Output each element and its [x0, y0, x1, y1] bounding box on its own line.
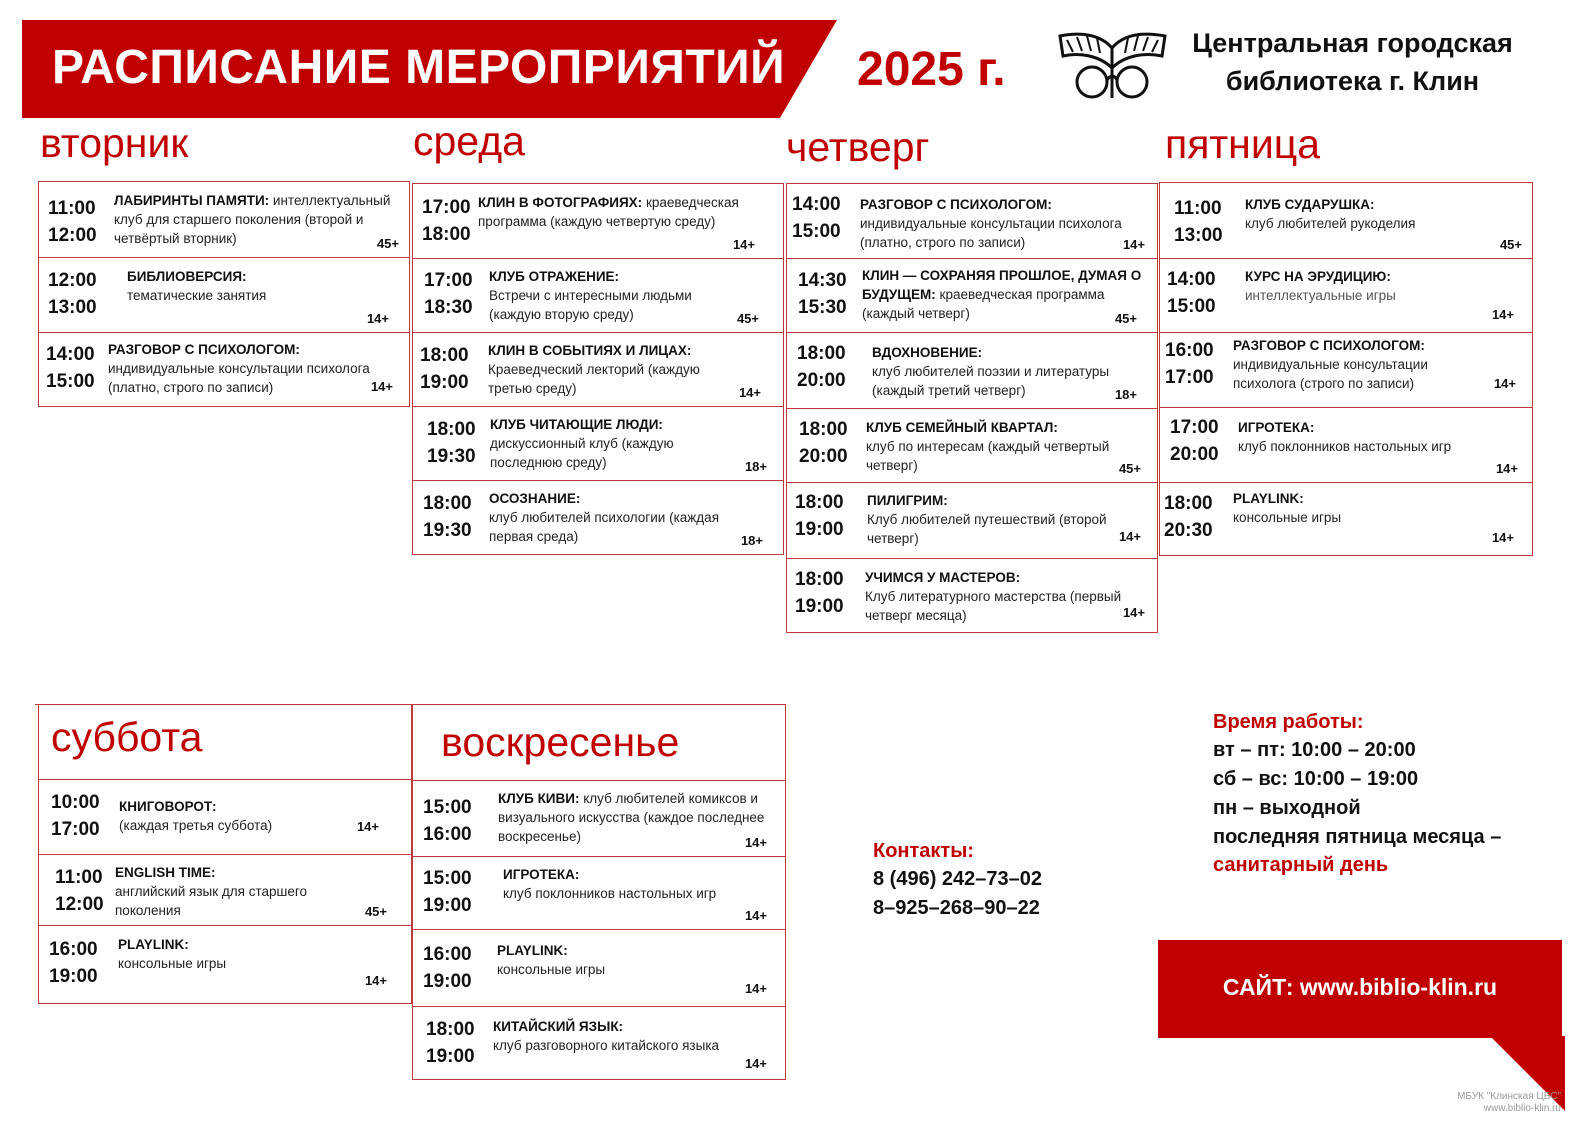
event-description: КЛИН — СОХРАНЯЯ ПРОШЛОЕ, ДУМАЯ О БУДУЩЕМ: краеведческая программа (каждый четверг)	[862, 268, 1142, 321]
event-description: PLAYLINK: консольные игры	[118, 937, 227, 971]
hours-weekend: сб – вс: 10:00 – 19:00	[1213, 768, 1419, 790]
event-description: ЛАБИРИНТЫ ПАМЯТИ: интеллектуальный клуб для старшего поколения (второй и четвёртый вторник)	[114, 193, 391, 246]
day-heading-saturday: суббота	[51, 714, 203, 760]
event-times: 18:00 20:30	[1164, 493, 1213, 541]
hours-weekdays: вт – пт: 10:00 – 20:00	[1213, 739, 1416, 761]
day-heading-sunday: воскресенье	[441, 719, 680, 765]
library-logo-icon	[1055, 28, 1170, 103]
event-row	[413, 781, 785, 857]
age-rating: 18+	[1114, 387, 1137, 402]
age-rating: 45+	[1114, 311, 1137, 326]
event-description: КНИГОВОРОТ: (каждая третья суббота)	[119, 799, 273, 833]
age-rating: 14+	[1495, 461, 1518, 476]
event-row	[39, 257, 409, 333]
event-times: 18:00 20:00	[799, 419, 848, 467]
age-rating: 45+	[364, 904, 387, 919]
sunday-table	[412, 704, 786, 1080]
event-times: 11:00 12:00	[55, 867, 104, 915]
day-heading-tuesday: вторник	[40, 120, 189, 166]
event-row	[413, 184, 783, 259]
age-rating: 14+	[1493, 376, 1516, 391]
event-description: КИТАЙСКИЙ ЯЗЫК: клуб разговорного китайского языка	[493, 1019, 720, 1053]
event-times: 11:00 13:00	[1174, 198, 1223, 246]
event-description: РАЗГОВОР С ПСИХОЛОГОМ: индивидуальные консультации психолога (платно, строго по записи)	[860, 197, 1122, 250]
event-description: ИГРОТЕКА: клуб поклонников настольных игр	[503, 867, 717, 901]
event-description: КЛИН В СОБЫТИЯХ И ЛИЦАХ: Краеведческий лекторий (каждую третью среду)	[488, 343, 700, 396]
contacts-label: Контакты:	[873, 840, 974, 862]
age-rating: 14+	[364, 973, 387, 988]
event-times: 15:00 19:00	[423, 868, 472, 916]
event-times: 17:00 18:00	[422, 197, 471, 245]
event-times: 16:00 19:00	[49, 939, 98, 987]
event-times: 12:00 13:00	[48, 270, 97, 318]
footer-org: МБУК "Клинская ЦБС"	[1457, 1091, 1561, 1102]
age-rating: 14+	[1122, 237, 1145, 252]
tuesday-table	[38, 181, 410, 407]
event-row	[39, 182, 409, 258]
event-row	[413, 929, 785, 1007]
age-rating: 14+	[732, 237, 755, 252]
event-times: 16:00 19:00	[423, 944, 472, 992]
event-times: 11:00 12:00	[48, 198, 97, 246]
age-rating: 14+	[738, 385, 761, 400]
age-rating: 14+	[744, 981, 767, 996]
age-rating: 18+	[744, 459, 767, 474]
day-heading-thursday: четверг	[786, 124, 930, 170]
event-times: 18:00 19:00	[420, 345, 469, 393]
saturday-table	[38, 704, 412, 1004]
event-description: БИБЛИОВЕРСИЯ: тематические занятия	[127, 269, 267, 303]
event-row	[39, 854, 411, 926]
age-rating: 14+	[744, 908, 767, 923]
day-heading-wednesday: среда	[413, 118, 525, 164]
event-description: КЛУБ ОТРАЖЕНИЕ: Встречи с интересными людьми (каждую вторую среду)	[489, 269, 692, 322]
event-times: 18:00 19:00	[795, 569, 844, 617]
event-times: 16:00 17:00	[1165, 340, 1214, 388]
event-row	[413, 1006, 785, 1079]
event-row	[1160, 332, 1532, 408]
age-rating: 14+	[356, 819, 379, 834]
event-description: КУРС НА ЭРУДИЦИЮ: интеллектуальные игры	[1245, 269, 1396, 303]
event-row	[787, 558, 1157, 632]
event-times: 18:00 19:30	[423, 493, 472, 541]
event-description: ВДОХНОВЕНИЕ: клуб любителей поэзии и литературы (каждый третий четверг)	[872, 345, 1110, 398]
contact-phone-1[interactable]: 8 (496) 242–73–02	[873, 868, 1043, 890]
age-rating: 14+	[1491, 530, 1514, 545]
age-rating: 45+	[376, 236, 399, 251]
hours-last-friday: последняя пятница месяца –	[1213, 826, 1502, 848]
age-rating: 14+	[1491, 307, 1514, 322]
event-description: PLAYLINK: консольные игры	[1233, 491, 1342, 525]
event-description: ENGLISH TIME: английский язык для старшего поколения	[115, 865, 307, 918]
thursday-table	[786, 183, 1158, 633]
event-row	[787, 408, 1157, 483]
event-row	[787, 184, 1157, 259]
event-times: 18:00 19:00	[426, 1019, 475, 1067]
event-times: 18:00 20:00	[797, 343, 846, 391]
footer-watermark	[1457, 1091, 1561, 1115]
age-rating: 18+	[740, 533, 763, 548]
event-row	[413, 258, 783, 333]
event-row	[1160, 258, 1532, 333]
event-times: 14:30 15:30	[798, 270, 847, 318]
footer-url: www.biblio-klin.ru	[1483, 1103, 1561, 1114]
hours-sanitary-day: санитарный день	[1213, 854, 1389, 876]
wednesday-table	[412, 183, 784, 555]
event-description: РАЗГОВОР С ПСИХОЛОГОМ: индивидуальные консультации психолога (строго по записи)	[1233, 338, 1428, 391]
event-times: 14:00 15:00	[792, 194, 841, 242]
event-row	[39, 925, 411, 1002]
event-row	[787, 332, 1157, 409]
event-description: PLAYLINK: консольные игры	[497, 943, 606, 977]
hours-label: Время работы:	[1213, 711, 1364, 733]
event-row	[1160, 482, 1532, 555]
age-rating: 45+	[1499, 237, 1522, 252]
event-row	[39, 780, 411, 855]
event-row	[39, 332, 409, 406]
library-name	[1175, 24, 1530, 100]
event-row	[413, 480, 783, 554]
event-description: КЛУБ СУДАРУШКА: клуб любителей рукоделия	[1245, 197, 1416, 231]
age-rating: 14+	[744, 1056, 767, 1071]
event-description: ИГРОТЕКА: клуб поклонников настольных игр	[1238, 420, 1452, 454]
event-row	[787, 482, 1157, 559]
age-rating: 14+	[744, 835, 767, 850]
library-name-line1: Центральная городская	[1192, 28, 1513, 58]
event-description: УЧИМСЯ У МАСТЕРОВ: Клуб литературного мастерства (первый четверг месяца)	[865, 570, 1122, 623]
event-times: 15:00 16:00	[423, 797, 472, 845]
page-title: РАСПИСАНИЕ МЕРОПРИЯТИЙ	[52, 41, 786, 94]
age-rating: 14+	[366, 311, 389, 326]
age-rating: 45+	[736, 311, 759, 326]
event-description: ПИЛИГРИМ: Клуб любителей путешествий (второй четверг)	[867, 493, 1107, 546]
event-row	[413, 332, 783, 407]
event-description: КЛИН В ФОТОГРАФИЯХ: краеведческая программа (каждую четвертую среду)	[478, 195, 739, 229]
day-heading-friday: пятница	[1165, 121, 1321, 167]
event-description: ОСОЗНАНИЕ: клуб любителей психологии (каждая первая среда)	[489, 491, 720, 544]
event-description: РАЗГОВОР С ПСИХОЛОГОМ: индивидуальные консультации психолога (платно, строго по записи)	[108, 342, 370, 395]
friday-table	[1159, 182, 1533, 556]
event-times: 17:00 18:30	[424, 270, 473, 318]
event-times: 14:00 15:00	[1167, 269, 1216, 317]
age-rating: 14+	[1122, 605, 1145, 620]
event-times: 10:00 17:00	[51, 792, 100, 840]
contact-phone-2[interactable]: 8–925–268–90–22	[873, 897, 1040, 919]
age-rating: 14+	[370, 379, 393, 394]
age-rating: 14+	[1118, 529, 1141, 544]
hours-monday: пн – выходной	[1213, 797, 1361, 819]
website-link[interactable]: САЙТ: www.biblio-klin.ru	[1222, 974, 1498, 1000]
event-row	[413, 406, 783, 481]
event-times: 18:00 19:30	[427, 419, 476, 467]
event-times: 14:00 15:00	[46, 344, 95, 392]
event-description: КЛУБ КИВИ: клуб любителей комиксов и визуального искусства (каждое последнее воскресенье)	[498, 791, 765, 844]
library-name-line2: библиотека г. Клин	[1225, 66, 1480, 96]
event-row	[1160, 183, 1532, 259]
event-description: КЛУБ ЧИТАЮЩИЕ ЛЮДИ: дискуссионный клуб (каждую последнюю среду)	[490, 417, 674, 470]
event-row	[1160, 407, 1532, 483]
event-row	[787, 258, 1157, 333]
year-label: 2025 г.	[857, 43, 1006, 96]
age-rating: 45+	[1118, 461, 1141, 476]
event-times: 17:00 20:00	[1170, 417, 1219, 465]
event-times: 18:00 19:00	[795, 492, 844, 540]
event-row	[413, 856, 785, 930]
event-description: КЛУБ СЕМЕЙНЫЙ КВАРТАЛ: клуб по интересам (каждый четвертый четверг)	[866, 420, 1110, 473]
